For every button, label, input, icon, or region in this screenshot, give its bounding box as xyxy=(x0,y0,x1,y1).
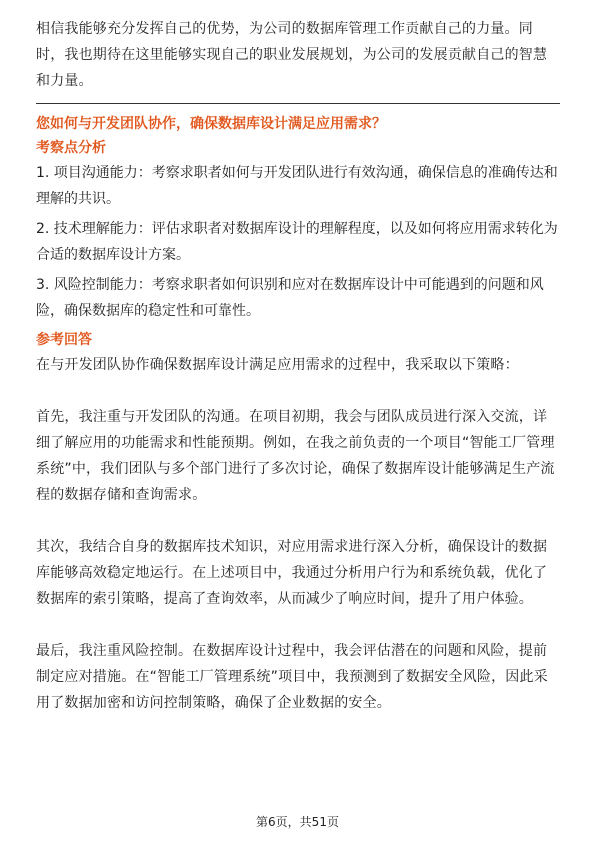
page-content xyxy=(36,16,560,716)
analysis-list xyxy=(36,160,560,324)
analysis-item: 3. 风险控制能力：考察求职者如何识别和应对在数据库设计中可能遇到的问题和风险，确保数据库的稳定性和可靠性。 xyxy=(36,277,544,319)
paragraph-gap xyxy=(36,508,560,534)
analysis-item: 2. 技术理解能力：评估求职者对数据库设计的理解程度，以及如何将应用需求转化为合适的数据库设计方案。 xyxy=(36,221,558,263)
answer-paragraph: 在与开发团队协作确保数据库设计满足应用需求的过程中，我采取以下策略： xyxy=(36,357,519,373)
intro-paragraph: 相信我能够充分发挥自己的优势，为公司的数据库管理工作贡献自己的力量。同时，我也期待在这里能够实现自己的职业发展规划，为公司的发展贡献自己的智慧和力量。 xyxy=(36,21,548,89)
paragraph-gap xyxy=(36,612,560,638)
answer-paragraph: 首先，我注重与开发团队的沟通。在项目初期，我会与团队成员进行深入交流，详细了解应用的功能需求和性能预期。例如，在我之前负责的一个项目“智能工厂管理系统”中，我们团队与多个部门进行了多次讨论，确保了数据库设计能够满足生产流程的数据存储和查询需求。 xyxy=(36,409,555,503)
answer-paragraph: 其次，我结合自身的数据库技术知识，对应用需求进行深入分析，确保设计的数据库能够高效稳定地运行。在上述项目中，我通过分析用户行为和系统负载，优化了数据库的索引策略，提高了查询效率，从而减少了响应时间，提升了用户体验。 xyxy=(36,539,548,607)
question-heading: 您如何与开发团队协作，确保数据库设计满足应用需求？ xyxy=(36,116,386,132)
section-divider xyxy=(36,103,560,104)
page-number: 第6页，共51页 xyxy=(256,815,339,829)
answer-paragraph: 最后，我注重风险控制。在数据库设计过程中，我会评估潜在的问题和风险，提前制定应对措施。在“智能工厂管理系统”项目中，我预测到了数据安全风险，因此采用了数据加密和访问控制策略，确保了企业数据的安全。 xyxy=(36,643,548,711)
analysis-heading: 考察点分析 xyxy=(36,140,106,156)
answer-heading: 参考回答 xyxy=(36,332,92,348)
analysis-item: 1. 项目沟通能力：考察求职者如何与开发团队进行有效沟通，确保信息的准确传达和理解的共识。 xyxy=(36,165,558,207)
paragraph-gap xyxy=(36,378,560,404)
